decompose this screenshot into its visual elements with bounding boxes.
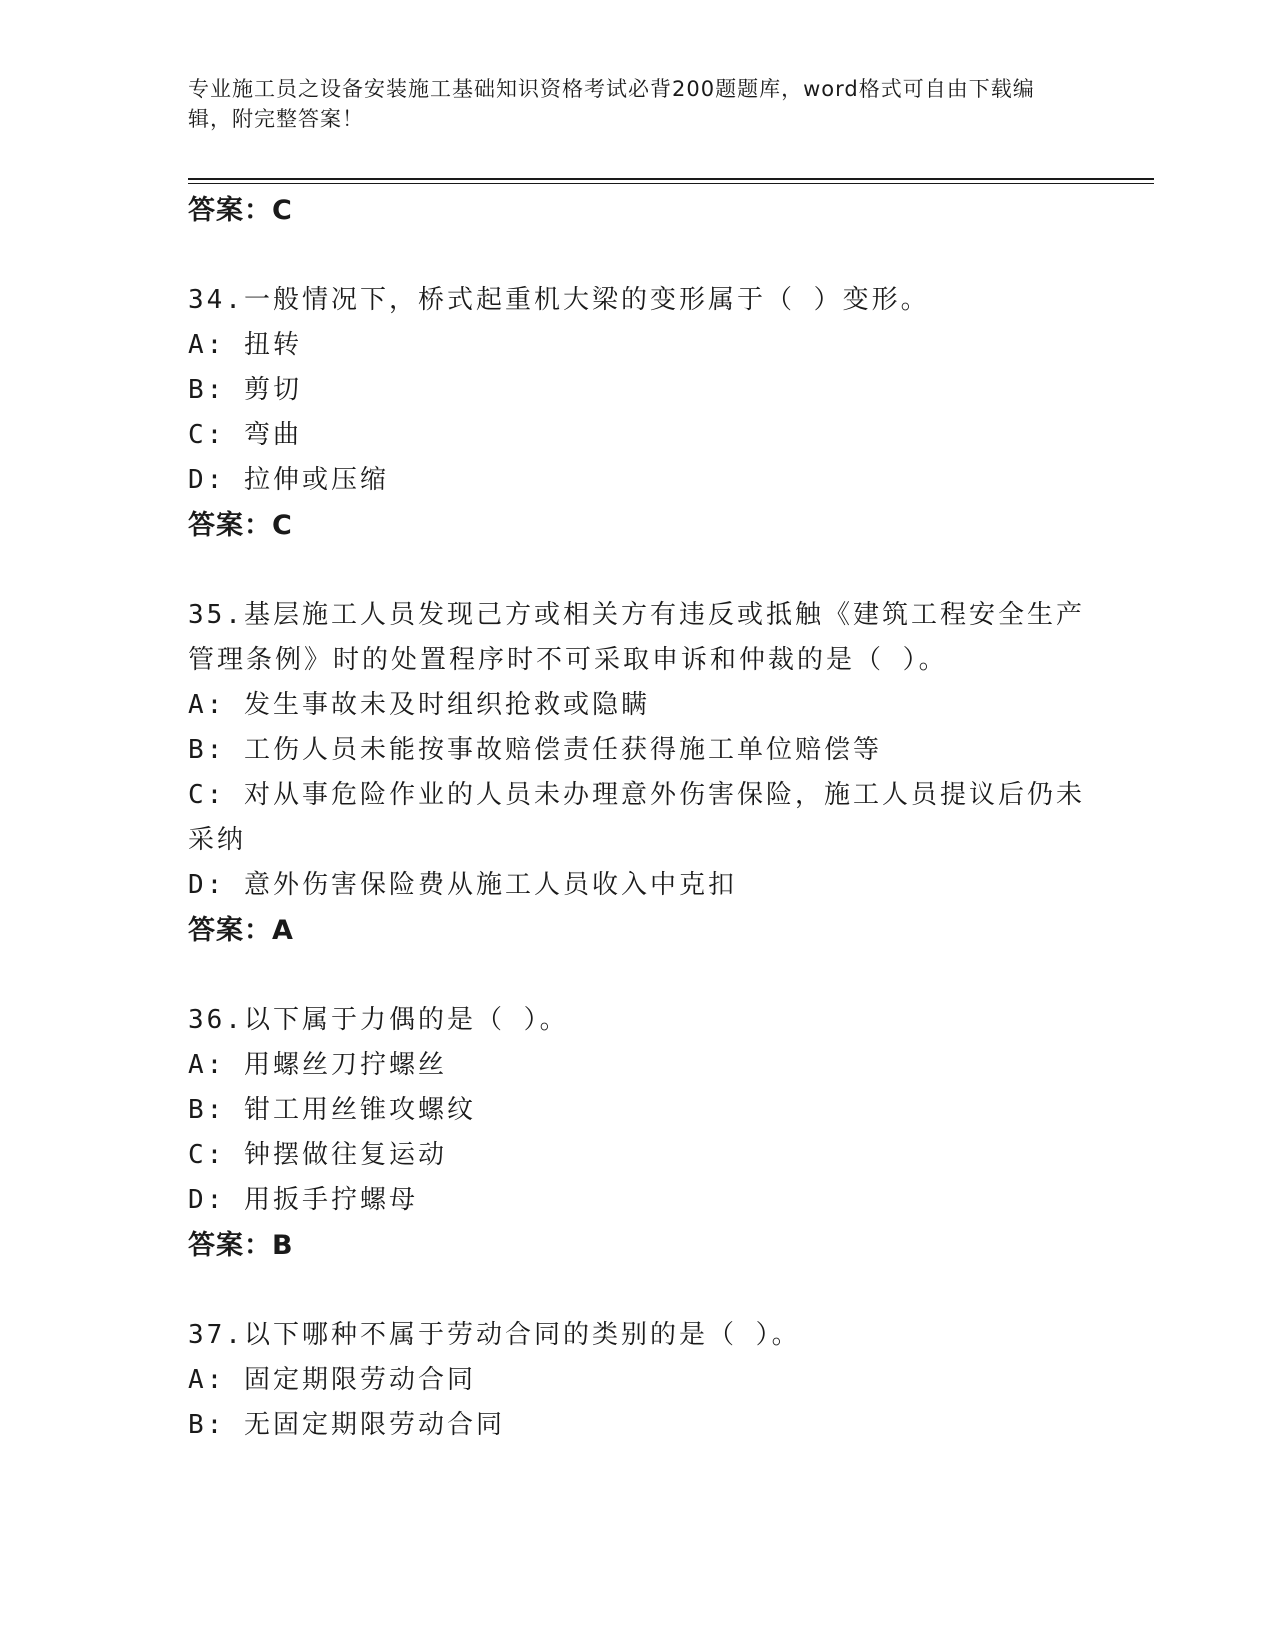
header-rule-thin (188, 183, 1154, 184)
header-rule-thick (188, 178, 1154, 180)
question-35 (188, 593, 1088, 953)
option-b: B: 无固定期限劳动合同 (188, 1410, 505, 1440)
option-b: B: 工伤人员未能按事故赔偿责任获得施工单位赔偿等 (188, 735, 882, 765)
question-36 (188, 998, 1088, 1268)
option-a: A: 扭转 (188, 330, 302, 360)
question-stem: 35.基层施工人员发现己方或相关方有违反或抵触《建筑工程安全生产管理条例》时的处置程序时不可采取申诉和仲裁的是（ ）。 (188, 600, 1085, 675)
option-a: A: 固定期限劳动合同 (188, 1365, 476, 1395)
answer: 答案：A (188, 915, 294, 946)
question-stem: 36.以下属于力偶的是（ ）。 (188, 1005, 569, 1035)
question-34 (188, 278, 1088, 548)
spacer (188, 548, 1088, 593)
option-d: D: 意外伤害保险费从施工人员收入中克扣 (188, 870, 737, 900)
spacer (188, 233, 1088, 278)
option-c: C: 钟摆做往复运动 (188, 1140, 447, 1170)
spacer (188, 1268, 1088, 1313)
option-a: A: 用螺丝刀拧螺丝 (188, 1050, 447, 1080)
option-d: D: 用扳手拧螺母 (188, 1185, 418, 1215)
option-c: C: 对从事危险作业的人员未办理意外伤害保险，施工人员提议后仍未采纳 (188, 780, 1085, 855)
previous-answer: 答案：C (188, 195, 293, 226)
option-d: D: 拉伸或压缩 (188, 465, 389, 495)
spacer (188, 953, 1088, 998)
question-37 (188, 1313, 1088, 1448)
answer: 答案：B (188, 1230, 294, 1261)
option-c: C: 弯曲 (188, 420, 302, 450)
option-b: B: 剪切 (188, 375, 302, 405)
answer: 答案：C (188, 510, 293, 541)
option-a: A: 发生事故未及时组织抢救或隐瞒 (188, 690, 650, 720)
option-b: B: 钳工用丝锥攻螺纹 (188, 1095, 476, 1125)
document-header: 专业施工员之设备安装施工基础知识资格考试必背200题题库，word格式可自由下载编辑，附完整答案！ (188, 77, 1035, 131)
question-stem: 34.一般情况下，桥式起重机大梁的变形属于（ ）变形。 (188, 285, 930, 315)
question-stem: 37.以下哪种不属于劳动合同的类别的是（ ）。 (188, 1320, 801, 1350)
document-body (188, 188, 1088, 1448)
